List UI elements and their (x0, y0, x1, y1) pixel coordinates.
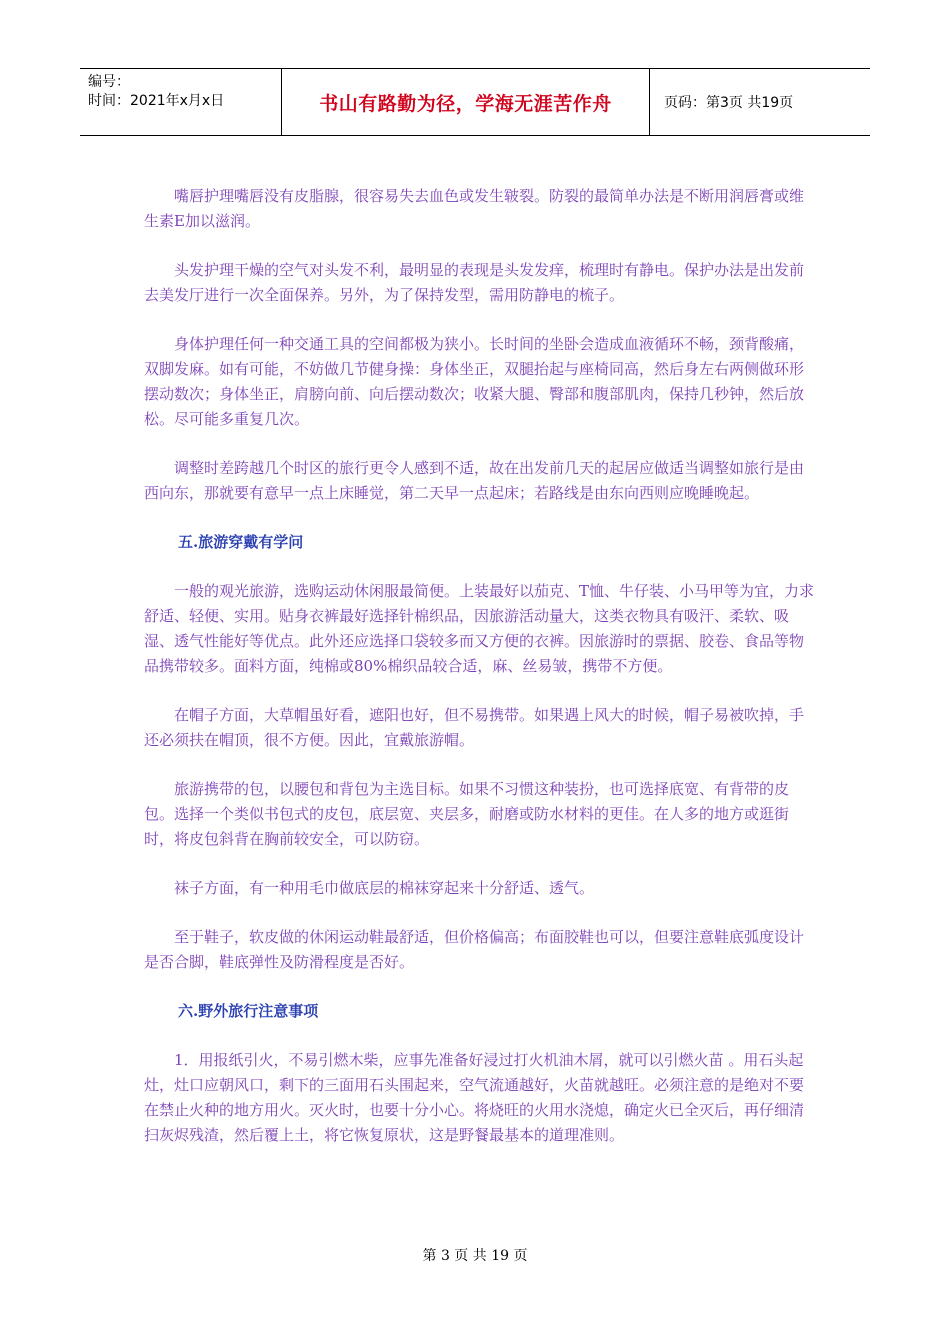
doc-date-label: 时间：2021年x月x日 (88, 93, 225, 109)
document-body (144, 184, 816, 1172)
paragraph-hair: 头发护理干燥的空气对头发不利，最明显的表现是头发发痒，梳理时有静电。保护办法是出发前去美发厅进行一次全面保养。另外，为了保持发型，需用防静电的梳子。 (144, 261, 805, 304)
doc-number-label: 编号： (88, 74, 130, 90)
paragraph-jetlag: 调整时差跨越几个时区的旅行更令人感到不适，故在出发前几天的起居应做适当调整如旅行是由西向东，那就要有意早一点上床睡觉，第二天早一点起床；若路线是由东向西则应晚睡晚起。 (144, 459, 805, 502)
section-heading-6: 六.野外旅行注意事项 (178, 1002, 319, 1020)
page-footer: 第 3 页 共 19 页 (422, 1248, 528, 1264)
paragraph-clothes: 一般的观光旅游，选购运动休闲服最简便。上装最好以茄克、T恤、牛仔装、小马甲等为宜，力求舒适、轻便、实用。贴身衣裤最好选择针棉织品，因旅游活动量大，这类衣物具有吸汗、柔软、吸湿、透气性能好等优点。此外还应选择口袋较多而又方便的衣裤。因旅游时的票据、胶卷、食品等物品携带较多。面料方面，纯棉或80%棉织品较合适，麻、丝易皱，携带不方便。 (144, 582, 815, 675)
paragraph-lips: 嘴唇护理嘴唇没有皮脂腺，很容易失去血色或发生皲裂。防裂的最简单办法是不断用润唇膏或维生素E加以滋润。 (144, 187, 805, 230)
paragraph-hat: 在帽子方面，大草帽虽好看，遮阳也好，但不易携带。如果遇上风大的时候，帽子易被吹掉，手还必须扶在帽顶，很不方便。因此，宜戴旅游帽。 (144, 706, 805, 749)
page-header (80, 68, 870, 136)
section-heading-5: 五.旅游穿戴有学问 (178, 533, 304, 551)
header-page-info: 页码：第3页 共19页 (664, 95, 794, 111)
paragraph-body: 身体护理任何一种交通工具的空间都极为狭小。长时间的坐卧会造成血液循环不畅，颈背酸痛，双脚发麻。如有可能，不妨做几节健身操：身体坐正，双腿抬起与座椅同高，然后身左右两侧做环形摆动数次；身体坐正，肩膀向前、向后摆动数次；收紧大腿、臀部和腹部肌肉，保持几秒钟，然后放松。尽可能多重复几次。 (144, 335, 805, 428)
header-motto: 书山有路勤为径，学海无涯苦作舟 (282, 69, 650, 135)
paragraph-shoes: 至于鞋子，软皮做的休闲运动鞋最舒适，但价格偏高；布面胶鞋也可以，但要注意鞋底弧度设计是否合脚，鞋底弹性及防滑程度是否好。 (144, 928, 805, 971)
paragraph-socks: 袜子方面，有一种用毛巾做底层的棉袜穿起来十分舒适、透气。 (174, 879, 595, 897)
header-meta (80, 69, 282, 135)
paragraph-bag: 旅游携带的包，以腰包和背包为主选目标。如果不习惯这种装扮，也可选择底宽、有背带的皮包。选择一个类似书包式的皮包，底层宽、夹层多，耐磨或防水材料的更佳。在人多的地方或逛街时，将皮包斜背在胸前较安全，可以防窃。 (144, 780, 790, 848)
paragraph-fire: 1．用报纸引火，不易引燃木柴，应事先准备好浸过打火机油木屑，就可以引燃火苗 。用石头起灶，灶口应朝风口，剩下的三面用石头围起来，空气流通越好，火苗就越旺。必须注意的是绝对不要在禁止火种的地方用火。灭火时，也要十分小心。将烧旺的火用水浇熄，确定火已全灭后，再仔细清扫灰烬残渣，然后覆上土，将它恢复原状，这是野餐最基本的道理准则。 (144, 1051, 805, 1144)
